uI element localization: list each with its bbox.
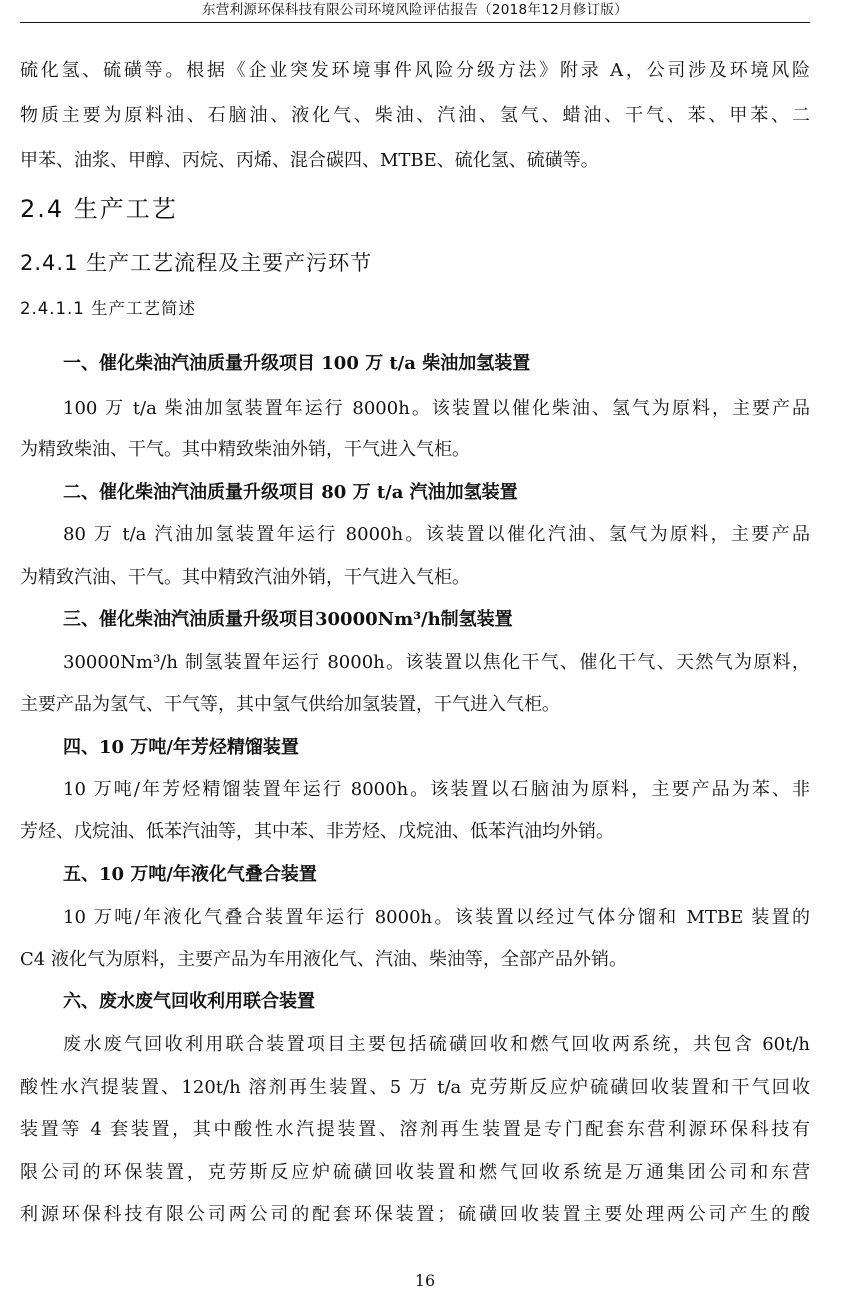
intro-line-3: 甲苯、油浆、甲醇、丙烷、丙烯、混合碳四、MTBE、硫化氢、硫磺等。	[20, 150, 599, 171]
item-3-line-2: 主要产品为氢气、干气等，其中氢气供给加氢装置，干气进入气柜。	[20, 694, 560, 715]
item-3-line-1: 30000Nm³/h 制氢装置年运行 8000h。该装置以焦化干气、催化干气、天然气为原料，	[63, 652, 810, 673]
item-4-line-2: 芳烃、戊烷油、低苯汽油等，其中苯、非芳烃、戊烷油、低苯汽油均外销。	[20, 821, 614, 842]
item-5-line-2: C4 液化气为原料，主要产品为车用液化气、汽油、柴油等，全部产品外销。	[20, 949, 627, 970]
item-1-line-2: 为精致柴油、干气。其中精致柴油外销，干气进入气柜。	[20, 439, 470, 460]
item-title-5: 五、10 万吨/年液化气叠合装置	[63, 864, 317, 885]
subsubsection-heading: 2.4.1.1 生产工艺简述	[20, 299, 196, 318]
intro-line-2: 物质主要为原料油、石脑油、液化气、柴油、汽油、氢气、蜡油、干气、苯、甲苯、二	[20, 105, 810, 126]
item-title-2: 二、催化柴油汽油质量升级项目 80 万 t/a 汽油加氢装置	[63, 482, 518, 503]
item-title-6: 六、废水废气回收利用联合装置	[63, 991, 315, 1012]
item-6-line-3: 装置等 4 套装置，其中酸性水汽提装置、溶剂再生装置是专门配套东营利源环保科技有	[20, 1119, 810, 1140]
item-title-1: 一、催化柴油汽油质量升级项目 100 万 t/a 柴油加氢装置	[63, 353, 531, 374]
item-title-3: 三、催化柴油汽油质量升级项目30000Nm³/h制氢装置	[63, 609, 513, 630]
subsection-heading: 2.4.1 生产工艺流程及主要产污环节	[20, 251, 373, 275]
item-2-line-2: 为精致汽油、干气。其中精致汽油外销，干气进入气柜。	[20, 567, 470, 588]
intro-line-1: 硫化氢、硫磺等。根据《企业突发环境事件风险分级方法》附录 A，公司涉及环境风险	[20, 60, 810, 81]
running-header: 东营利源环保科技有限公司环境风险评估报告（2018年12月修订版）	[20, 0, 810, 23]
item-6-line-2: 酸性水汽提装置、120t/h 溶剂再生装置、5 万 t/a 克劳斯反应炉硫磺回收装置和干气回收	[20, 1077, 810, 1098]
item-title-4: 四、10 万吨/年芳烃精馏装置	[63, 737, 299, 758]
item-6-line-5: 利源环保科技有限公司两公司的配套环保装置；硫磺回收装置主要处理两公司产生的酸	[20, 1204, 810, 1225]
item-5-line-1: 10 万吨/年液化气叠合装置年运行 8000h。该装置以经过气体分馏和 MTBE 装置的	[63, 907, 810, 928]
item-6-line-4: 限公司的环保装置，克劳斯反应炉硫磺回收装置和燃气回收系统是万通集团公司和东营	[20, 1162, 810, 1183]
section-heading: 2.4 生产工艺	[20, 195, 178, 223]
page-number: 16	[414, 1271, 436, 1290]
item-1-line-1: 100 万 t/a 柴油加氢装置年运行 8000h。该装置以催化柴油、氢气为原料，主要产品	[63, 398, 810, 419]
item-6-line-1: 废水废气回收利用联合装置项目主要包括硫磺回收和燃气回收两系统，共包含 60t/h	[63, 1034, 810, 1055]
item-4-line-1: 10 万吨/年芳烃精馏装置年运行 8000h。该装置以石脑油为原料，主要产品为苯、非	[63, 779, 810, 800]
item-2-line-1: 80 万 t/a 汽油加氢装置年运行 8000h。该装置以催化汽油、氢气为原料，主要产品	[63, 524, 810, 545]
